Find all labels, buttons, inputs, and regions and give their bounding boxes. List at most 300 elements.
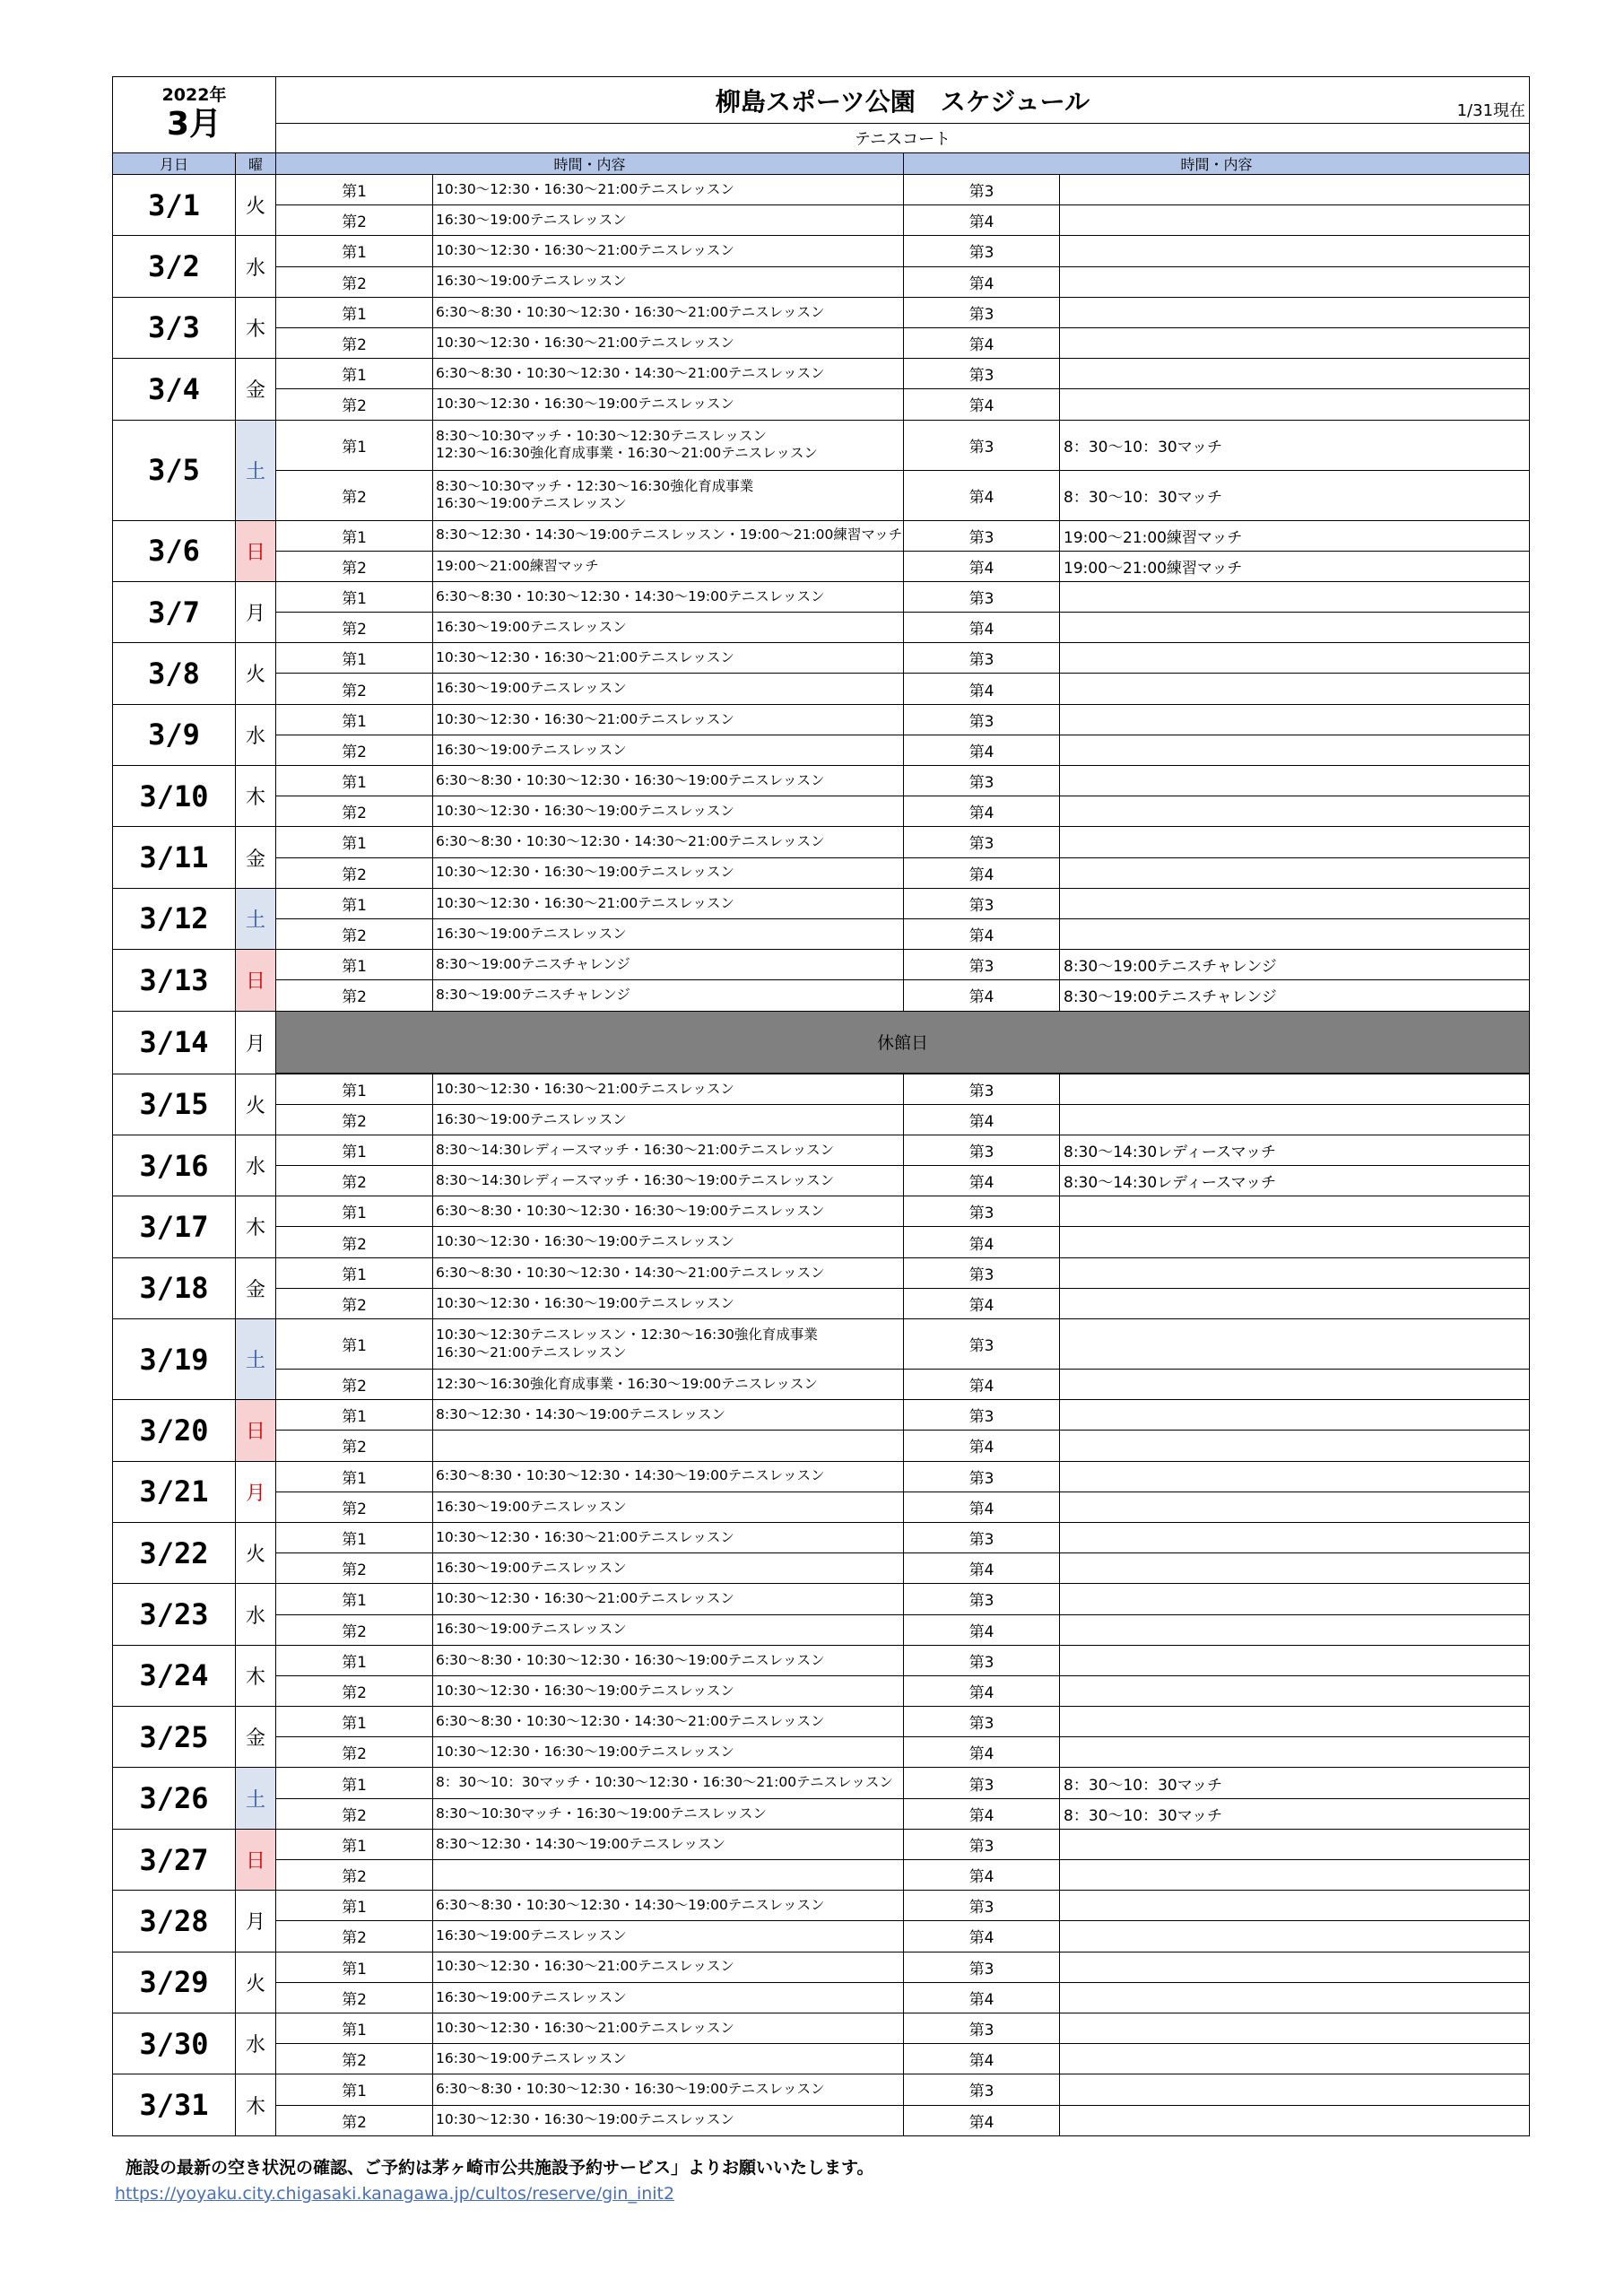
- reservation-link[interactable]: https://yoyaku.city.chigasaki.kanagawa.jp/cultos/reserve/gin_init2: [115, 2184, 675, 2204]
- schedule-line: 16:30～19:00テニスレッスン: [436, 1988, 627, 2005]
- court-label: 第1: [276, 704, 433, 735]
- day-row-second: [113, 266, 1530, 297]
- court-schedule: [433, 1257, 904, 1288]
- court-schedule: [433, 918, 904, 949]
- date-cell: 3/14: [113, 1011, 236, 1074]
- court-label: 第3: [904, 827, 1060, 857]
- court-schedule: 8:30～19:00テニスチャレンジ: [1060, 980, 1530, 1011]
- day-row: [113, 520, 1530, 551]
- court-schedule: 8:30～19:00テニスチャレンジ: [1060, 950, 1530, 980]
- day-row: [113, 175, 1530, 205]
- schedule-line: 6:30～8:30・10:30～12:30・16:30～19:00テニスレッスン: [436, 2081, 825, 2098]
- day-row: [113, 950, 1530, 980]
- day-row: [113, 1522, 1530, 1552]
- day-row: [113, 1952, 1530, 1982]
- day-row: [113, 2074, 1530, 2105]
- court-label: 第1: [276, 766, 433, 796]
- court-schedule: [433, 980, 904, 1011]
- court-schedule: [1060, 796, 1530, 827]
- schedule-line: 10:30～12:30・16:30～21:00テニスレッスン: [436, 894, 734, 911]
- court-schedule: 8：30～10：30マッチ: [1060, 420, 1530, 470]
- day-row-second: [113, 674, 1530, 704]
- day-row: [113, 827, 1530, 857]
- day-row: [113, 766, 1530, 796]
- court-schedule: [1060, 766, 1530, 796]
- day-row-second: [113, 1798, 1530, 1829]
- schedule-line: 10:30～12:30・16:30～21:00テニスレッスン: [436, 1958, 734, 1975]
- day-row-second: [113, 735, 1530, 765]
- court-schedule: [1060, 1461, 1530, 1492]
- weekday-cell: 日: [236, 950, 276, 1011]
- court-label: 第3: [904, 520, 1060, 551]
- court-label: 第4: [904, 205, 1060, 236]
- weekday-cell: 火: [236, 1074, 276, 1135]
- court-schedule: [1060, 1227, 1530, 1257]
- schedule-line: 16:30～21:00テニスレッスン: [436, 1344, 627, 1361]
- day-row: [113, 1196, 1530, 1227]
- court-label: 第4: [904, 1860, 1060, 1891]
- court-schedule: [1060, 2044, 1530, 2074]
- court-schedule: [1060, 297, 1530, 327]
- court-label: 第4: [904, 1431, 1060, 1461]
- court-label: 第3: [904, 297, 1060, 327]
- day-row: [113, 1011, 1530, 1074]
- col-header-date: 月日: [113, 153, 236, 175]
- court-label: 第2: [276, 1675, 433, 1706]
- date-cell: 3/18: [113, 1257, 236, 1318]
- court-label: 第2: [276, 1492, 433, 1522]
- court-schedule: 8：30～10：30マッチ: [1060, 1798, 1530, 1829]
- weekday-cell: 木: [236, 2074, 276, 2135]
- schedule-line: 16:30～19:00テニスレッスン: [436, 925, 627, 942]
- court-label: 第1: [276, 643, 433, 674]
- day-row: [113, 888, 1530, 918]
- day-row-second: [113, 389, 1530, 420]
- court-label: 第2: [276, 1370, 433, 1400]
- schedule-line: 16:30～19:00テニスレッスン: [436, 2050, 627, 2067]
- court-schedule: [433, 297, 904, 327]
- court-label: 第1: [276, 297, 433, 327]
- court-label: 第4: [904, 1921, 1060, 1952]
- day-row-second: [113, 980, 1530, 1011]
- court-label: 第4: [904, 389, 1060, 420]
- court-label: 第4: [904, 2044, 1060, 2074]
- schedule-line: 10:30～12:30・16:30～19:00テニスレッスン: [436, 864, 734, 881]
- day-row-second: [113, 1104, 1530, 1135]
- date-cell: 3/30: [113, 2013, 236, 2074]
- court-schedule: [433, 674, 904, 704]
- court-label: 第1: [276, 1461, 433, 1492]
- schedule-line: 16:30～19:00テニスレッスン: [436, 1927, 627, 1944]
- schedule-line: 6:30～8:30・10:30～12:30・14:30～21:00テニスレッスン: [436, 833, 825, 850]
- day-row-second: [113, 327, 1530, 358]
- court-schedule: [433, 1798, 904, 1829]
- court-schedule: [1060, 389, 1530, 420]
- court-schedule: [1060, 613, 1530, 643]
- schedule-line: 16:30～19:00テニスレッスン: [436, 495, 627, 511]
- day-row: [113, 1319, 1530, 1370]
- court-label: 第2: [276, 1921, 433, 1952]
- court-schedule: [433, 643, 904, 674]
- schedule-line: 10:30～12:30・16:30～21:00テニスレッスン: [436, 1528, 734, 1545]
- court-schedule: [1060, 827, 1530, 857]
- col-header-content-right: 時間・内容: [904, 153, 1530, 175]
- court-schedule: [433, 581, 904, 612]
- schedule-line: 8:30～12:30・14:30～19:00テニスレッスン・19:00～21:00練習マッチ: [436, 526, 903, 544]
- weekday-cell: 木: [236, 297, 276, 358]
- schedule-line: 10:30～12:30・16:30～19:00テニスレッスン: [436, 1682, 734, 1699]
- court-schedule: [1060, 2013, 1530, 2043]
- court-schedule: [1060, 1829, 1530, 1859]
- court-schedule: [1060, 1370, 1530, 1400]
- court-label: 第4: [904, 266, 1060, 297]
- court-schedule: [433, 1860, 904, 1891]
- court-schedule: [433, 1431, 904, 1461]
- court-schedule: [433, 1952, 904, 1982]
- day-row-second: [113, 1370, 1530, 1400]
- court-label: 第4: [904, 1553, 1060, 1584]
- court-label: 第4: [904, 857, 1060, 888]
- day-row-second: [113, 1860, 1530, 1891]
- court-label: 第2: [276, 1288, 433, 1318]
- schedule-line: 10:30～12:30・16:30～19:00テニスレッスン: [436, 396, 734, 413]
- court-label: 第2: [276, 735, 433, 765]
- schedule-line: 6:30～8:30・10:30～12:30・16:30～19:00テニスレッスン: [436, 1651, 825, 1668]
- court-schedule: [1060, 266, 1530, 297]
- day-row-second: [113, 1553, 1530, 1584]
- day-row-second: [113, 1921, 1530, 1952]
- court-label: 第4: [904, 796, 1060, 827]
- schedule-line: 10:30～12:30・16:30～21:00テニスレッスン: [436, 1080, 734, 1097]
- weekday-cell: 水: [236, 704, 276, 765]
- year-month-cell: [113, 77, 276, 153]
- court-schedule: [433, 1288, 904, 1318]
- court-label: 第2: [276, 470, 433, 520]
- court-schedule: [1060, 1431, 1530, 1461]
- court-schedule: [433, 236, 904, 266]
- facility-label: テニスコート: [276, 124, 1530, 153]
- court-schedule: [433, 1400, 904, 1431]
- schedule-line: 6:30～8:30・10:30～12:30・14:30～21:00テニスレッスン: [436, 365, 825, 382]
- court-schedule: [1060, 1319, 1530, 1370]
- court-label: 第4: [904, 918, 1060, 949]
- day-row: [113, 1400, 1530, 1431]
- day-row-second: [113, 1288, 1530, 1318]
- schedule-line: 10:30～12:30・16:30～21:00テニスレッスン: [436, 710, 734, 727]
- weekday-cell: 日: [236, 520, 276, 581]
- date-cell: 3/5: [113, 420, 236, 520]
- court-schedule: [1060, 1891, 1530, 1921]
- court-label: 第4: [904, 1614, 1060, 1645]
- date-cell: 3/25: [113, 1707, 236, 1768]
- schedule-line: 16:30～19:00テニスレッスン: [436, 741, 627, 758]
- court-schedule: 19:00～21:00練習マッチ: [1060, 520, 1530, 551]
- schedule-line: 8:30～14:30レディースマッチ・16:30～21:00テニスレッスン: [436, 1141, 835, 1158]
- court-label: 第4: [904, 1166, 1060, 1196]
- schedule-line: 16:30～19:00テニスレッスン: [436, 1621, 627, 1638]
- court-label: 第1: [276, 236, 433, 266]
- date-cell: 3/23: [113, 1584, 236, 1645]
- court-label: 第3: [904, 1584, 1060, 1614]
- court-label: 第2: [276, 918, 433, 949]
- court-schedule: [433, 1461, 904, 1492]
- day-row-second: [113, 2044, 1530, 2074]
- court-label: 第1: [276, 1074, 433, 1104]
- schedule-line: 10:30～12:30・16:30～19:00テニスレッスン: [436, 1233, 734, 1250]
- day-row-second: [113, 918, 1530, 949]
- day-row-second: [113, 613, 1530, 643]
- schedule-line: 12:30～16:30強化育成事業・16:30～21:00テニスレッスン: [436, 445, 818, 461]
- schedule-line: 6:30～8:30・10:30～12:30・14:30～21:00テニスレッスン: [436, 1264, 825, 1281]
- month-label: 3月: [166, 106, 222, 144]
- court-label: 第2: [276, 1431, 433, 1461]
- court-label: 第3: [904, 1645, 1060, 1675]
- court-label: 第3: [904, 1257, 1060, 1288]
- weekday-cell: 水: [236, 2013, 276, 2074]
- year-label: 2022年: [161, 85, 227, 106]
- schedule-line: 12:30～16:30強化育成事業・16:30～19:00テニスレッスン: [436, 1375, 818, 1392]
- court-schedule: [433, 827, 904, 857]
- court-schedule: [1060, 1921, 1530, 1952]
- court-schedule: [433, 1104, 904, 1135]
- court-label: 第3: [904, 1074, 1060, 1104]
- court-label: 第2: [276, 389, 433, 420]
- schedule-line: 6:30～8:30・10:30～12:30・16:30～19:00テニスレッスン: [436, 771, 825, 788]
- day-row: [113, 359, 1530, 389]
- weekday-cell: 木: [236, 1645, 276, 1706]
- court-label: 第4: [904, 1227, 1060, 1257]
- court-label: 第4: [904, 674, 1060, 704]
- date-cell: 3/16: [113, 1135, 236, 1196]
- day-row-second: [113, 1166, 1530, 1196]
- court-label: 第2: [276, 1737, 433, 1768]
- court-label: 第4: [904, 735, 1060, 765]
- court-label: 第3: [904, 766, 1060, 796]
- date-cell: 3/10: [113, 766, 236, 827]
- court-schedule: [433, 888, 904, 918]
- schedule-line: 10:30～12:30・16:30～21:00テニスレッスン: [436, 334, 734, 351]
- court-label: 第4: [904, 980, 1060, 1011]
- date-cell: 3/3: [113, 297, 236, 358]
- schedule-line: 16:30～19:00テニスレッスン: [436, 1498, 627, 1515]
- day-row: [113, 1768, 1530, 1798]
- day-row: [113, 297, 1530, 327]
- court-label: 第3: [904, 950, 1060, 980]
- court-label: 第3: [904, 175, 1060, 205]
- court-label: 第1: [276, 359, 433, 389]
- court-label: 第2: [276, 266, 433, 297]
- court-schedule: [433, 1982, 904, 2013]
- court-label: 第4: [904, 1104, 1060, 1135]
- day-row-second: [113, 1492, 1530, 1522]
- date-cell: 3/20: [113, 1400, 236, 1461]
- court-label: 第2: [276, 1104, 433, 1135]
- schedule-line: 10:30～12:30・16:30～19:00テニスレッスン: [436, 1294, 734, 1311]
- schedule-line: 8:30～19:00テニスチャレンジ: [436, 956, 630, 973]
- weekday-cell: 木: [236, 766, 276, 827]
- day-row-second: [113, 2105, 1530, 2135]
- court-schedule: [433, 1166, 904, 1196]
- schedule-line: 10:30～12:30・16:30～21:00テニスレッスン: [436, 1590, 734, 1607]
- schedule-table: [112, 76, 1530, 2136]
- court-label: 第4: [904, 327, 1060, 358]
- court-label: 第4: [904, 2105, 1060, 2135]
- court-schedule: [433, 1921, 904, 1952]
- day-row-second: [113, 1431, 1530, 1461]
- court-schedule: [1060, 857, 1530, 888]
- court-label: 第2: [276, 327, 433, 358]
- col-header-content-left: 時間・内容: [276, 153, 904, 175]
- court-schedule: [1060, 236, 1530, 266]
- court-label: 第3: [904, 1319, 1060, 1370]
- schedule-line: 16:30～19:00テニスレッスン: [436, 212, 627, 229]
- court-schedule: [1060, 1675, 1530, 1706]
- date-cell: 3/13: [113, 950, 236, 1011]
- court-schedule: 8：30～10：30マッチ: [1060, 1768, 1530, 1798]
- court-schedule: [1060, 2074, 1530, 2105]
- schedule-line: 10:30～12:30・16:30～21:00テニスレッスン: [436, 649, 734, 666]
- court-label: 第3: [904, 1196, 1060, 1227]
- court-schedule: 8:30～14:30レディースマッチ: [1060, 1166, 1530, 1196]
- court-schedule: [433, 266, 904, 297]
- court-schedule: [433, 551, 904, 581]
- date-cell: 3/12: [113, 888, 236, 949]
- court-label: 第1: [276, 1400, 433, 1431]
- court-schedule: [433, 205, 904, 236]
- schedule-line: 8:30～19:00テニスチャレンジ: [436, 987, 630, 1004]
- day-row-second: [113, 1737, 1530, 1768]
- day-row: [113, 1829, 1530, 1859]
- court-label: 第3: [904, 1829, 1060, 1859]
- day-row-second: [113, 857, 1530, 888]
- court-label: 第3: [904, 1891, 1060, 1921]
- court-schedule: [433, 470, 904, 520]
- court-schedule: [433, 1522, 904, 1552]
- court-schedule: [1060, 888, 1530, 918]
- schedule-line: 8:30～12:30・14:30～19:00テニスレッスン: [436, 1406, 726, 1423]
- court-schedule: [1060, 359, 1530, 389]
- weekday-cell: 火: [236, 1522, 276, 1583]
- court-label: 第2: [276, 1614, 433, 1645]
- court-schedule: [433, 1891, 904, 1921]
- date-cell: 3/26: [113, 1768, 236, 1829]
- schedule-line: 16:30～19:00テニスレッスン: [436, 1560, 627, 1577]
- date-cell: 3/9: [113, 704, 236, 765]
- date-cell: 3/22: [113, 1522, 236, 1583]
- court-label: 第2: [276, 613, 433, 643]
- court-schedule: [1060, 2105, 1530, 2135]
- court-label: 第1: [276, 1952, 433, 1982]
- day-row: [113, 643, 1530, 674]
- schedule-line: 6:30～8:30・10:30～12:30・16:30～19:00テニスレッスン: [436, 1203, 825, 1220]
- schedule-line: 19:00～21:00練習マッチ: [436, 557, 599, 574]
- court-label: 第4: [904, 1288, 1060, 1318]
- court-schedule: [433, 2074, 904, 2105]
- court-schedule: [433, 1227, 904, 1257]
- date-cell: 3/7: [113, 581, 236, 642]
- schedule-line: 8:30～10:30マッチ・10:30～12:30テニスレッスン: [436, 427, 767, 444]
- court-label: 第1: [276, 1645, 433, 1675]
- court-label: 第4: [904, 1737, 1060, 1768]
- court-label: 第3: [904, 888, 1060, 918]
- court-schedule: [433, 1707, 904, 1737]
- court-label: 第1: [276, 520, 433, 551]
- date-cell: 3/1: [113, 175, 236, 236]
- schedule-line: 8:30～14:30レディースマッチ・16:30～19:00テニスレッスン: [436, 1171, 835, 1188]
- court-schedule: [1060, 1952, 1530, 1982]
- court-label: 第4: [904, 613, 1060, 643]
- court-label: 第1: [276, 1768, 433, 1798]
- court-schedule: [433, 613, 904, 643]
- court-schedule: [1060, 704, 1530, 735]
- court-label: 第1: [276, 1584, 433, 1614]
- weekday-cell: 水: [236, 1584, 276, 1645]
- weekday-cell: 金: [236, 827, 276, 888]
- date-cell: 3/2: [113, 236, 236, 297]
- court-label: 第4: [904, 1982, 1060, 2013]
- court-schedule: 8:30～14:30レディースマッチ: [1060, 1135, 1530, 1165]
- court-label: 第1: [276, 1135, 433, 1165]
- weekday-cell: 木: [236, 1196, 276, 1257]
- court-schedule: [433, 950, 904, 980]
- day-row: [113, 2013, 1530, 2043]
- weekday-cell: 金: [236, 359, 276, 420]
- court-label: 第1: [276, 581, 433, 612]
- weekday-cell: 金: [236, 1257, 276, 1318]
- court-schedule: [1060, 918, 1530, 949]
- court-schedule: [1060, 1553, 1530, 1584]
- court-schedule: [433, 1584, 904, 1614]
- court-schedule: [1060, 1074, 1530, 1104]
- court-label: 第1: [276, 1707, 433, 1737]
- court-label: 第2: [276, 2044, 433, 2074]
- court-label: 第2: [276, 1227, 433, 1257]
- schedule-line: 10:30～12:30・16:30～21:00テニスレッスン: [436, 180, 734, 197]
- court-label: 第1: [276, 827, 433, 857]
- date-cell: 3/29: [113, 1952, 236, 2013]
- date-cell: 3/11: [113, 827, 236, 888]
- court-label: 第4: [904, 1798, 1060, 1829]
- day-row-second: [113, 551, 1530, 581]
- schedule-line: 6:30～8:30・10:30～12:30・14:30～19:00テニスレッスン: [436, 1897, 825, 1914]
- day-row: [113, 1707, 1530, 1737]
- date-cell: 3/24: [113, 1645, 236, 1706]
- weekday-cell: 火: [236, 1952, 276, 2013]
- court-label: 第1: [276, 1196, 433, 1227]
- schedule-line: 8:30～10:30マッチ・16:30～19:00テニスレッスン: [436, 1805, 767, 1822]
- day-row-second: [113, 1675, 1530, 1706]
- court-label: 第1: [276, 1257, 433, 1288]
- weekday-cell: 土: [236, 1319, 276, 1400]
- day-row: [113, 420, 1530, 470]
- day-row: [113, 236, 1530, 266]
- weekday-cell: 日: [236, 1829, 276, 1890]
- date-cell: 3/8: [113, 643, 236, 704]
- court-label: 第3: [904, 1400, 1060, 1431]
- court-label: 第4: [904, 470, 1060, 520]
- court-schedule: 19:00～21:00練習マッチ: [1060, 551, 1530, 581]
- court-label: 第3: [904, 1768, 1060, 1798]
- schedule-line: 10:30～12:30・16:30～21:00テニスレッスン: [436, 2019, 734, 2036]
- court-label: 第3: [904, 359, 1060, 389]
- court-schedule: [1060, 1860, 1530, 1891]
- court-schedule: [433, 2013, 904, 2043]
- court-label: 第2: [276, 2105, 433, 2135]
- court-schedule: [1060, 643, 1530, 674]
- weekday-cell: 土: [236, 888, 276, 949]
- court-schedule: [433, 1645, 904, 1675]
- court-label: 第3: [904, 420, 1060, 470]
